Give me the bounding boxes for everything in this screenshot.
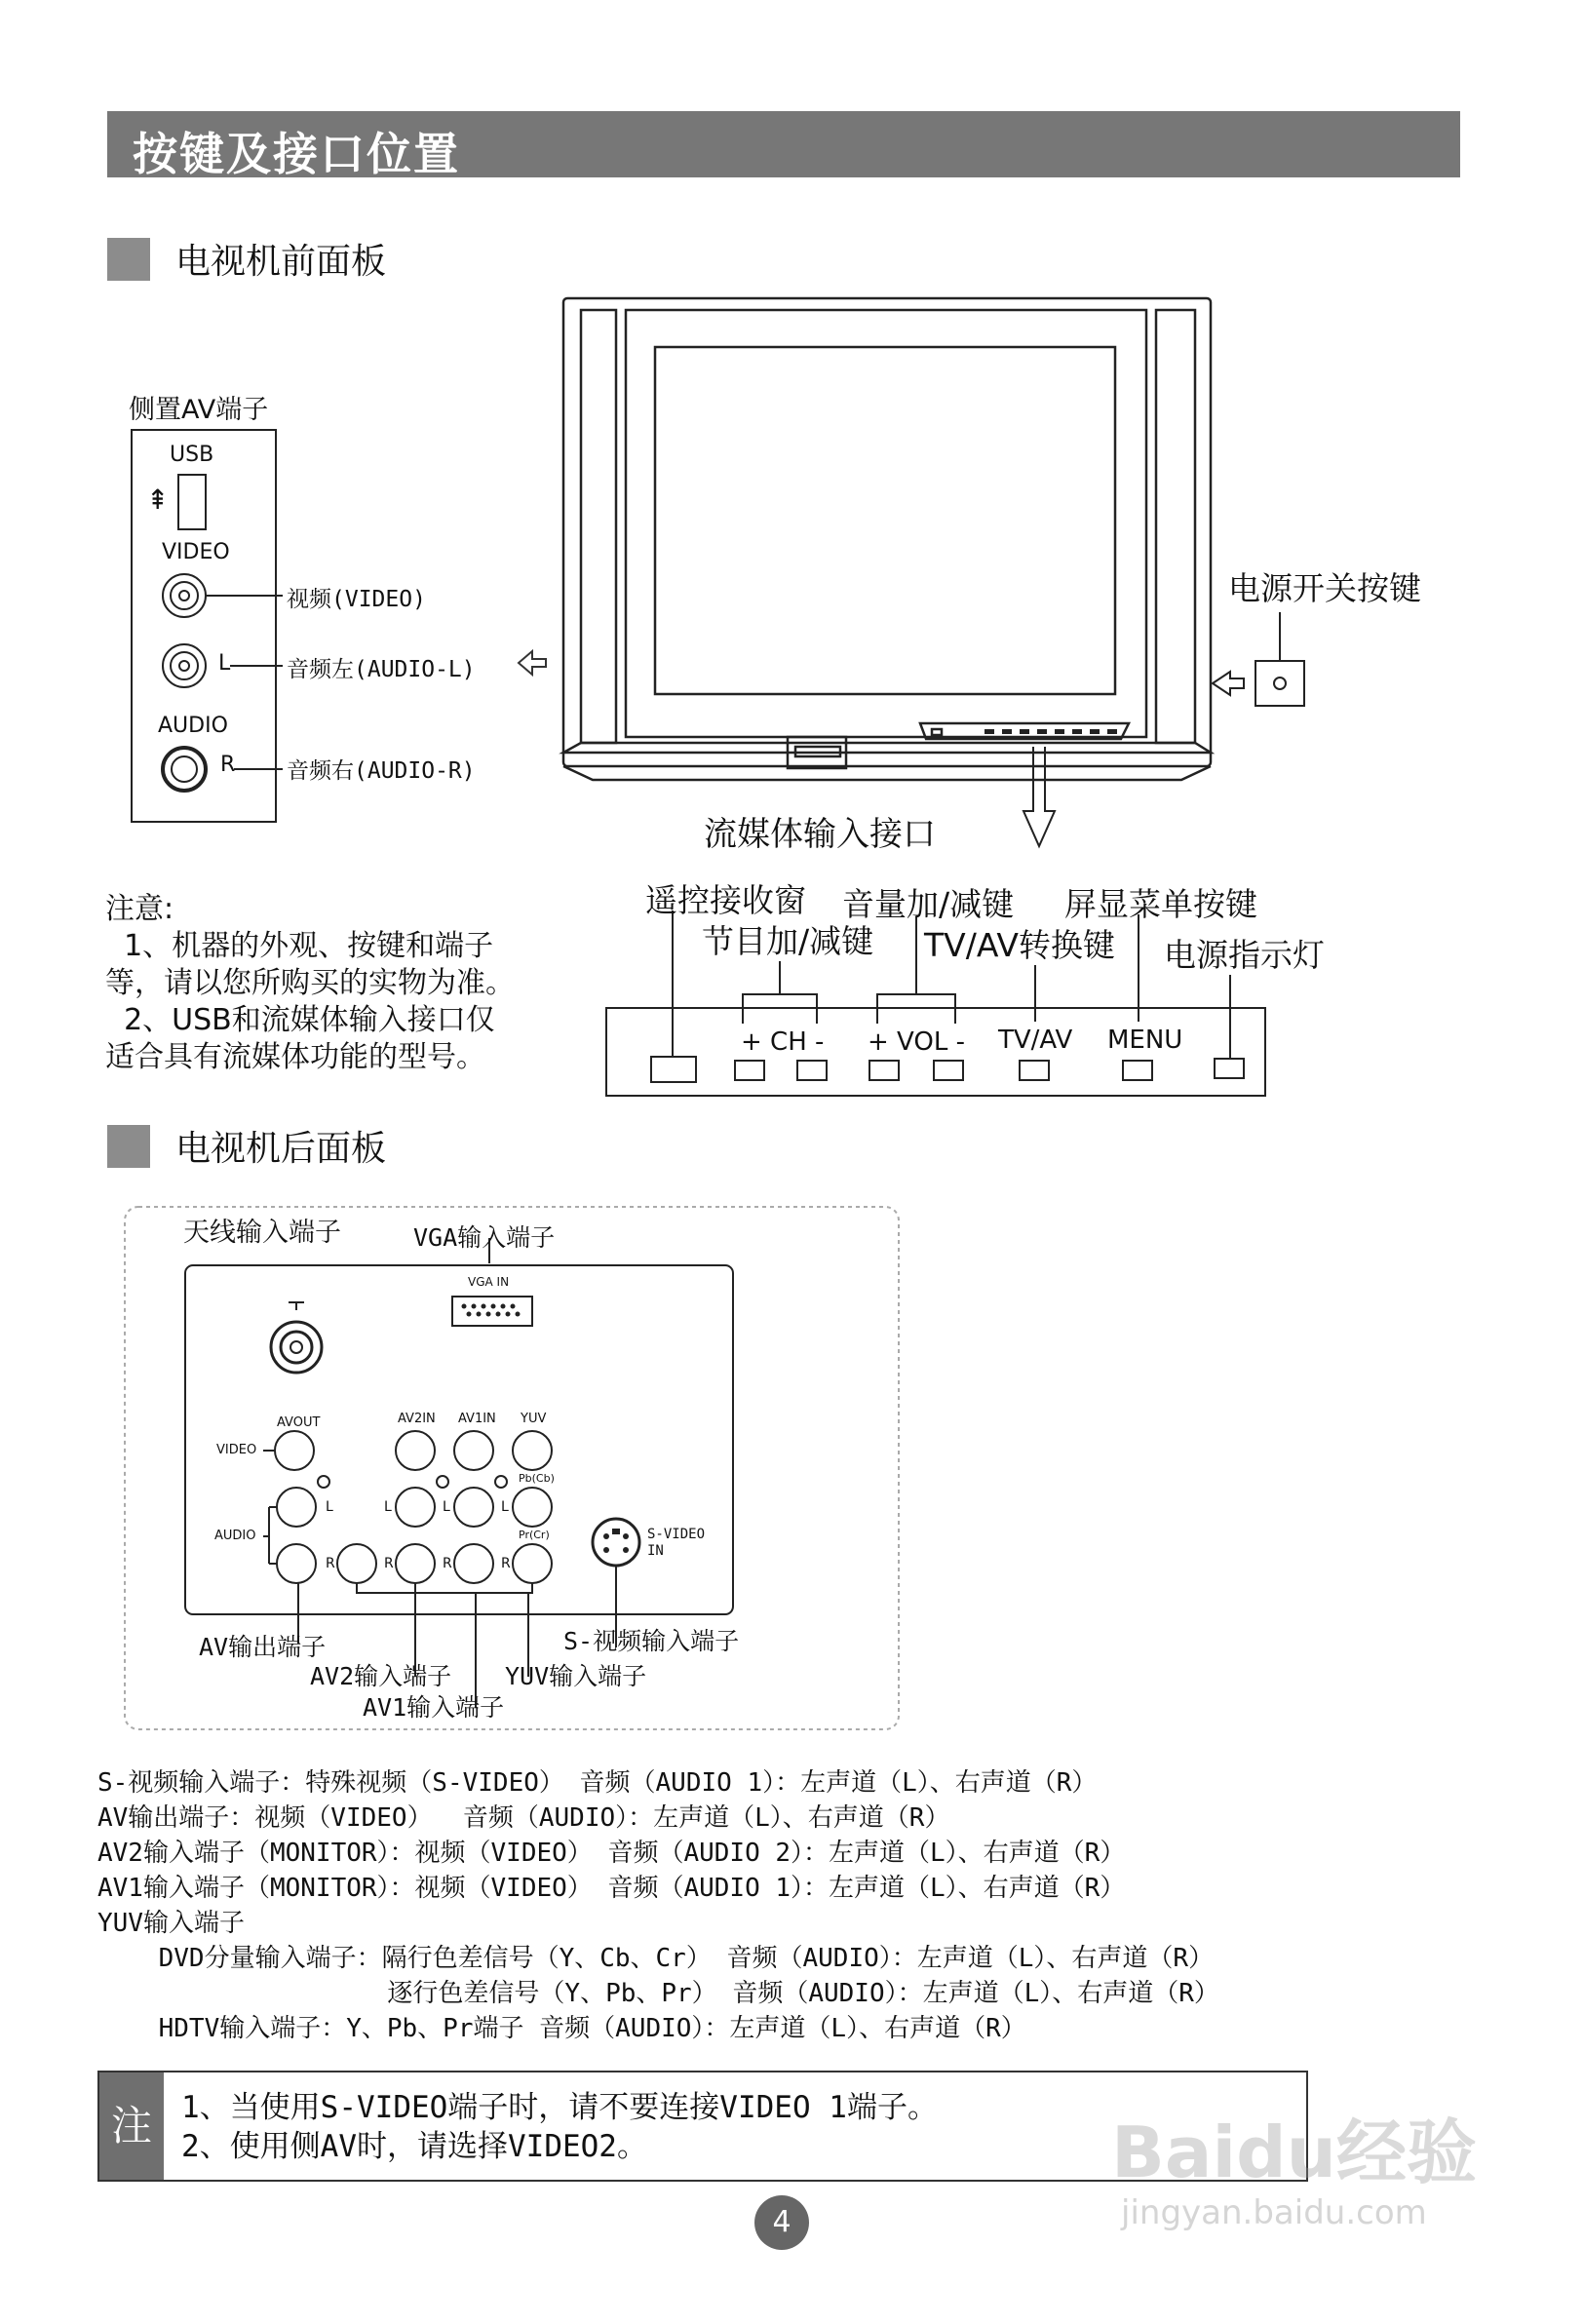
yuv-text: YUV	[521, 1412, 547, 1426]
rear-section-title: 电视机后面板	[175, 1129, 387, 1169]
menu-label: MENU	[1107, 1026, 1183, 1055]
ch-label: + CH -	[741, 1027, 825, 1057]
power-switch-label: 电源开关按键	[1228, 569, 1421, 607]
streaming-label: 流媒体输入接口	[704, 815, 936, 854]
av2in-text: AV2IN	[398, 1412, 436, 1426]
avout-text: AVOUT	[277, 1415, 321, 1430]
l-text: L	[501, 1499, 509, 1515]
antenna-label: 天线输入端子	[183, 1218, 341, 1248]
av-out-label: AV输出端子	[199, 1633, 327, 1661]
description-line: YUV输入端子	[97, 1909, 245, 1938]
r-mark: R	[220, 753, 236, 777]
av2-label: AV2输入端子	[310, 1662, 452, 1690]
description-line: AV1输入端子（MONITOR）：视频（VIDEO） 音频（AUDIO 1）：左声道（L）、右声道（R）	[97, 1874, 1126, 1903]
callout-audio-r: 音频右(AUDIO-R)	[287, 758, 476, 784]
left-arrow-icon	[519, 651, 546, 675]
notice-text: 注意: 1、机器的外观、按键和端子 等，请以您所购买的实物为准。 2、USB和流媒体输入接口仅 适合具有流媒体功能的型号。	[105, 892, 515, 1074]
audio-text: AUDIO	[214, 1529, 256, 1543]
r-text: R	[443, 1556, 452, 1571]
pb-text: Pb(Cb)	[519, 1472, 555, 1485]
svideo-in-text: S-VIDEO IN	[647, 1527, 706, 1559]
r-text: R	[501, 1556, 511, 1571]
watermark-logo: Baidu经验	[1111, 2111, 1477, 2193]
channel-keys-label: 节目加/减键	[702, 922, 874, 960]
vga-in-text: VGA IN	[468, 1275, 510, 1289]
description-line: 逐行色差信号（Y、Pb、Pr） 音频（AUDIO）：左声道（L）、右声道（R）	[97, 1979, 1219, 2008]
audio-label: AUDIO	[158, 714, 228, 738]
l-text: L	[443, 1499, 450, 1515]
r-text: R	[384, 1556, 394, 1571]
svideo-label: S-视频输入端子	[563, 1627, 740, 1655]
l-text: L	[326, 1499, 333, 1515]
l-mark: L	[218, 651, 231, 676]
description-line: AV2输入端子（MONITOR）：视频（VIDEO） 音频（AUDIO 2）：左声道（L）、右声道（R）	[97, 1839, 1126, 1868]
tvav-label: TV/AV	[998, 1026, 1073, 1055]
callout-audio-l: 音频左(AUDIO-L)	[287, 657, 476, 682]
volume-keys-label: 音量加/减键	[842, 885, 1015, 923]
av1-label: AV1输入端子	[363, 1693, 505, 1722]
note-tag: 注	[99, 2072, 164, 2180]
page-number: 4	[754, 2195, 809, 2250]
usb-icon: ⇞	[146, 484, 170, 516]
l-text: L	[384, 1499, 392, 1515]
description-line: AV输出端子：视频（VIDEO） 音频（AUDIO）：左声道（L）、右声道（R）	[97, 1803, 950, 1833]
front-section-title: 电视机前面板	[175, 242, 387, 282]
section-marker	[107, 1125, 150, 1168]
description-line: S-视频输入端子：特殊视频（S-VIDEO） 音频（AUDIO 1）：左声道（L）、右声道（R）	[97, 1768, 1098, 1798]
remote-window-label: 遥控接收窗	[645, 881, 806, 919]
description-line: HDTV输入端子：Y、Pb、Pr端子 音频（AUDIO）：左声道（L）、右声道（R）	[97, 2014, 1026, 2043]
note-text: 1、当使用S-VIDEO端子时，请不要连接VIDEO 1端子。 2、使用侧AV时，请选择VIDEO2。	[181, 2090, 938, 2164]
osd-menu-key-label: 屏显菜单按键	[1064, 885, 1257, 923]
callout-video: 视频(VIDEO)	[287, 587, 426, 612]
r-text: R	[326, 1556, 335, 1571]
vga-label: VGA输入端子	[413, 1223, 556, 1252]
description-line: DVD分量输入端子：隔行色差信号（Y、Cb、Cr） 音频（AUDIO）：左声道（L）、右声道（R）	[97, 1944, 1215, 1973]
pr-text: Pr(Cr)	[519, 1529, 550, 1541]
video-label: VIDEO	[162, 540, 230, 564]
usb-label: USB	[170, 443, 214, 467]
page-title: 按键及接口位置	[133, 128, 460, 180]
av1in-text: AV1IN	[458, 1412, 496, 1426]
watermark-url: jingyan.baidu.com	[1121, 2193, 1427, 2232]
tv-av-key-label: TV/AV转换键	[924, 926, 1115, 964]
side-av-title: 侧置AV端子	[129, 395, 269, 425]
yuv-label: YUV输入端子	[505, 1662, 647, 1690]
vol-label: + VOL -	[868, 1027, 965, 1057]
right-arrow-icon	[1213, 672, 1244, 695]
power-indicator-label: 电源指示灯	[1164, 936, 1325, 974]
video-text: VIDEO	[216, 1443, 257, 1457]
